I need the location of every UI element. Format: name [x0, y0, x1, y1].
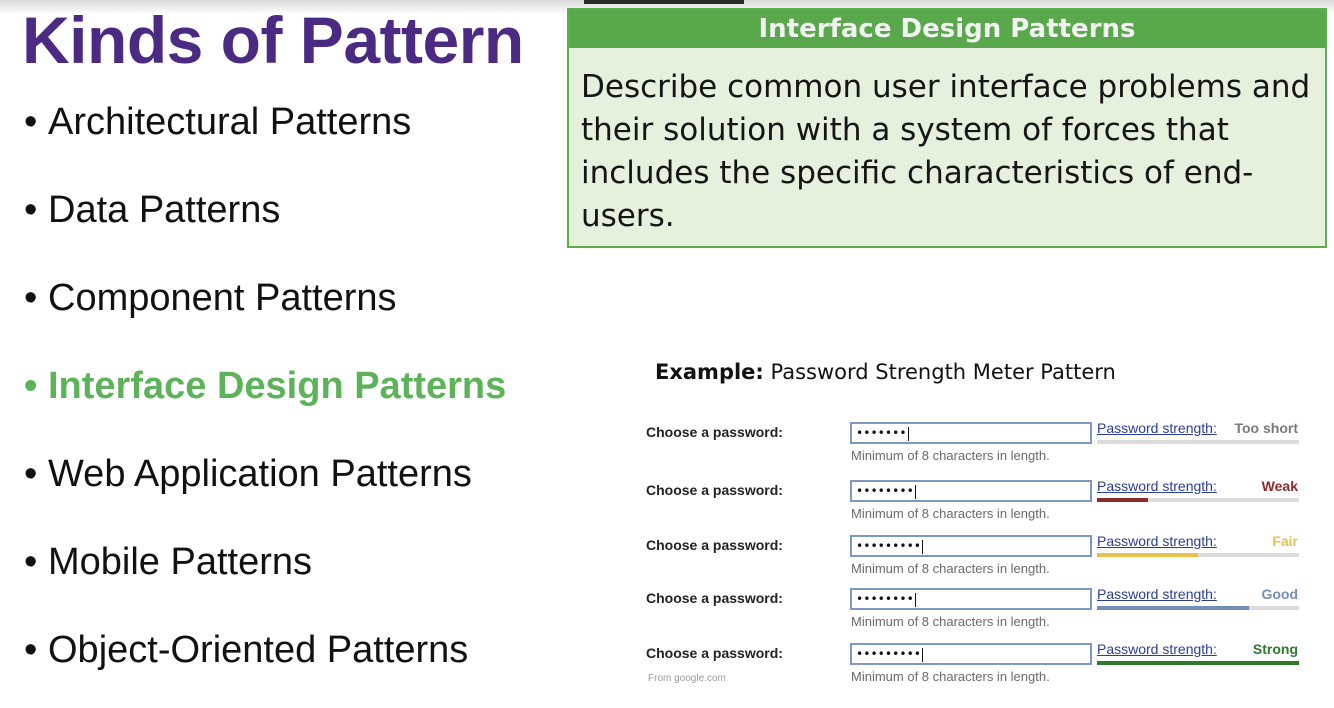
bullet-data	[24, 180, 506, 268]
password-row	[646, 480, 1306, 536]
password-label: Choose a password:	[646, 537, 783, 553]
bullet-label: Web Application Patterns	[48, 453, 472, 495]
password-strength-link[interactable]: Password strength:	[1097, 533, 1217, 549]
password-strength-value: Too short	[1234, 420, 1298, 436]
password-strength-value: Weak	[1261, 478, 1298, 494]
bullet-mobile	[24, 532, 506, 620]
slide-title: Kinds of Pattern	[22, 3, 524, 77]
bullet-dot: •	[24, 365, 38, 407]
text-caret	[908, 427, 909, 441]
password-row	[646, 535, 1306, 591]
definition-callout	[567, 8, 1327, 248]
password-hint: Minimum of 8 characters in length.	[851, 448, 1050, 463]
window-chrome-chip	[584, 0, 744, 4]
bullet-dot: •	[24, 453, 38, 495]
callout-heading: Interface Design Patterns	[569, 10, 1325, 48]
password-strength-value: Fair	[1272, 533, 1298, 549]
password-strength-value: Good	[1261, 586, 1298, 602]
bullet-object-oriented	[24, 620, 506, 708]
bullet-component	[24, 268, 506, 356]
password-strength-meter	[1097, 440, 1299, 444]
password-strength-link[interactable]: Password strength:	[1097, 420, 1217, 436]
password-label: Choose a password:	[646, 645, 783, 661]
bullet-dot: •	[24, 101, 38, 143]
password-hint: Minimum of 8 characters in length.	[851, 614, 1050, 629]
bullet-label: Object-Oriented Patterns	[48, 629, 469, 671]
meter-fill	[1097, 661, 1299, 665]
password-hint: Minimum of 8 characters in length.	[851, 506, 1050, 521]
password-strength-meter	[1097, 553, 1299, 557]
password-strength-meter	[1097, 661, 1299, 665]
bullet-interface-design	[24, 356, 506, 444]
bullet-web-application	[24, 444, 506, 532]
password-hint: Minimum of 8 characters in length.	[851, 669, 1050, 684]
password-strength-link[interactable]: Password strength:	[1097, 586, 1217, 602]
password-row	[646, 422, 1306, 478]
password-label: Choose a password:	[646, 590, 783, 606]
password-input[interactable]	[850, 643, 1092, 665]
password-value: ••••••••	[856, 592, 914, 606]
password-value: ••••••••	[856, 484, 914, 498]
text-caret	[915, 593, 916, 607]
password-input[interactable]	[850, 480, 1092, 502]
password-strength-link[interactable]: Password strength:	[1097, 641, 1217, 657]
password-input[interactable]	[850, 422, 1092, 444]
text-caret	[922, 540, 923, 554]
callout-body: Describe common user interface problems and their solution with a system of forces that includes the specific characteristics of end-users.	[581, 69, 1311, 234]
password-value: •••••••	[856, 426, 907, 440]
text-caret	[915, 485, 916, 499]
password-input[interactable]	[850, 535, 1092, 557]
meter-fill	[1097, 606, 1249, 610]
example-caption	[655, 360, 1116, 384]
password-strength-link[interactable]: Password strength:	[1097, 478, 1217, 494]
password-value: •••••••••	[856, 539, 922, 553]
bullet-label: Component Patterns	[48, 277, 397, 319]
bullet-dot: •	[24, 629, 38, 671]
meter-fill	[1097, 553, 1198, 557]
password-row	[646, 643, 1306, 699]
password-row	[646, 588, 1306, 644]
bullet-label: Data Patterns	[48, 189, 281, 231]
meter-fill	[1097, 498, 1148, 502]
example-prefix: Example:	[655, 360, 764, 384]
text-caret	[922, 648, 923, 662]
source-credit: From google.com	[648, 673, 726, 684]
password-label: Choose a password:	[646, 424, 783, 440]
bullet-dot: •	[24, 541, 38, 583]
bullet-dot: •	[24, 277, 38, 319]
pattern-list	[24, 92, 506, 708]
password-strength-meter	[1097, 606, 1299, 610]
password-input[interactable]	[850, 588, 1092, 610]
password-hint: Minimum of 8 characters in length.	[851, 561, 1050, 576]
bullet-label: Mobile Patterns	[48, 541, 313, 583]
bullet-label: Architectural Patterns	[48, 101, 412, 143]
password-label: Choose a password:	[646, 482, 783, 498]
bullet-dot: •	[24, 189, 38, 231]
password-value: •••••••••	[856, 647, 922, 661]
password-strength-meter	[1097, 498, 1299, 502]
bullet-architectural	[24, 92, 506, 180]
example-text: Password Strength Meter Pattern	[770, 360, 1116, 384]
bullet-label: Interface Design Patterns	[48, 365, 507, 407]
password-strength-value: Strong	[1252, 641, 1298, 657]
